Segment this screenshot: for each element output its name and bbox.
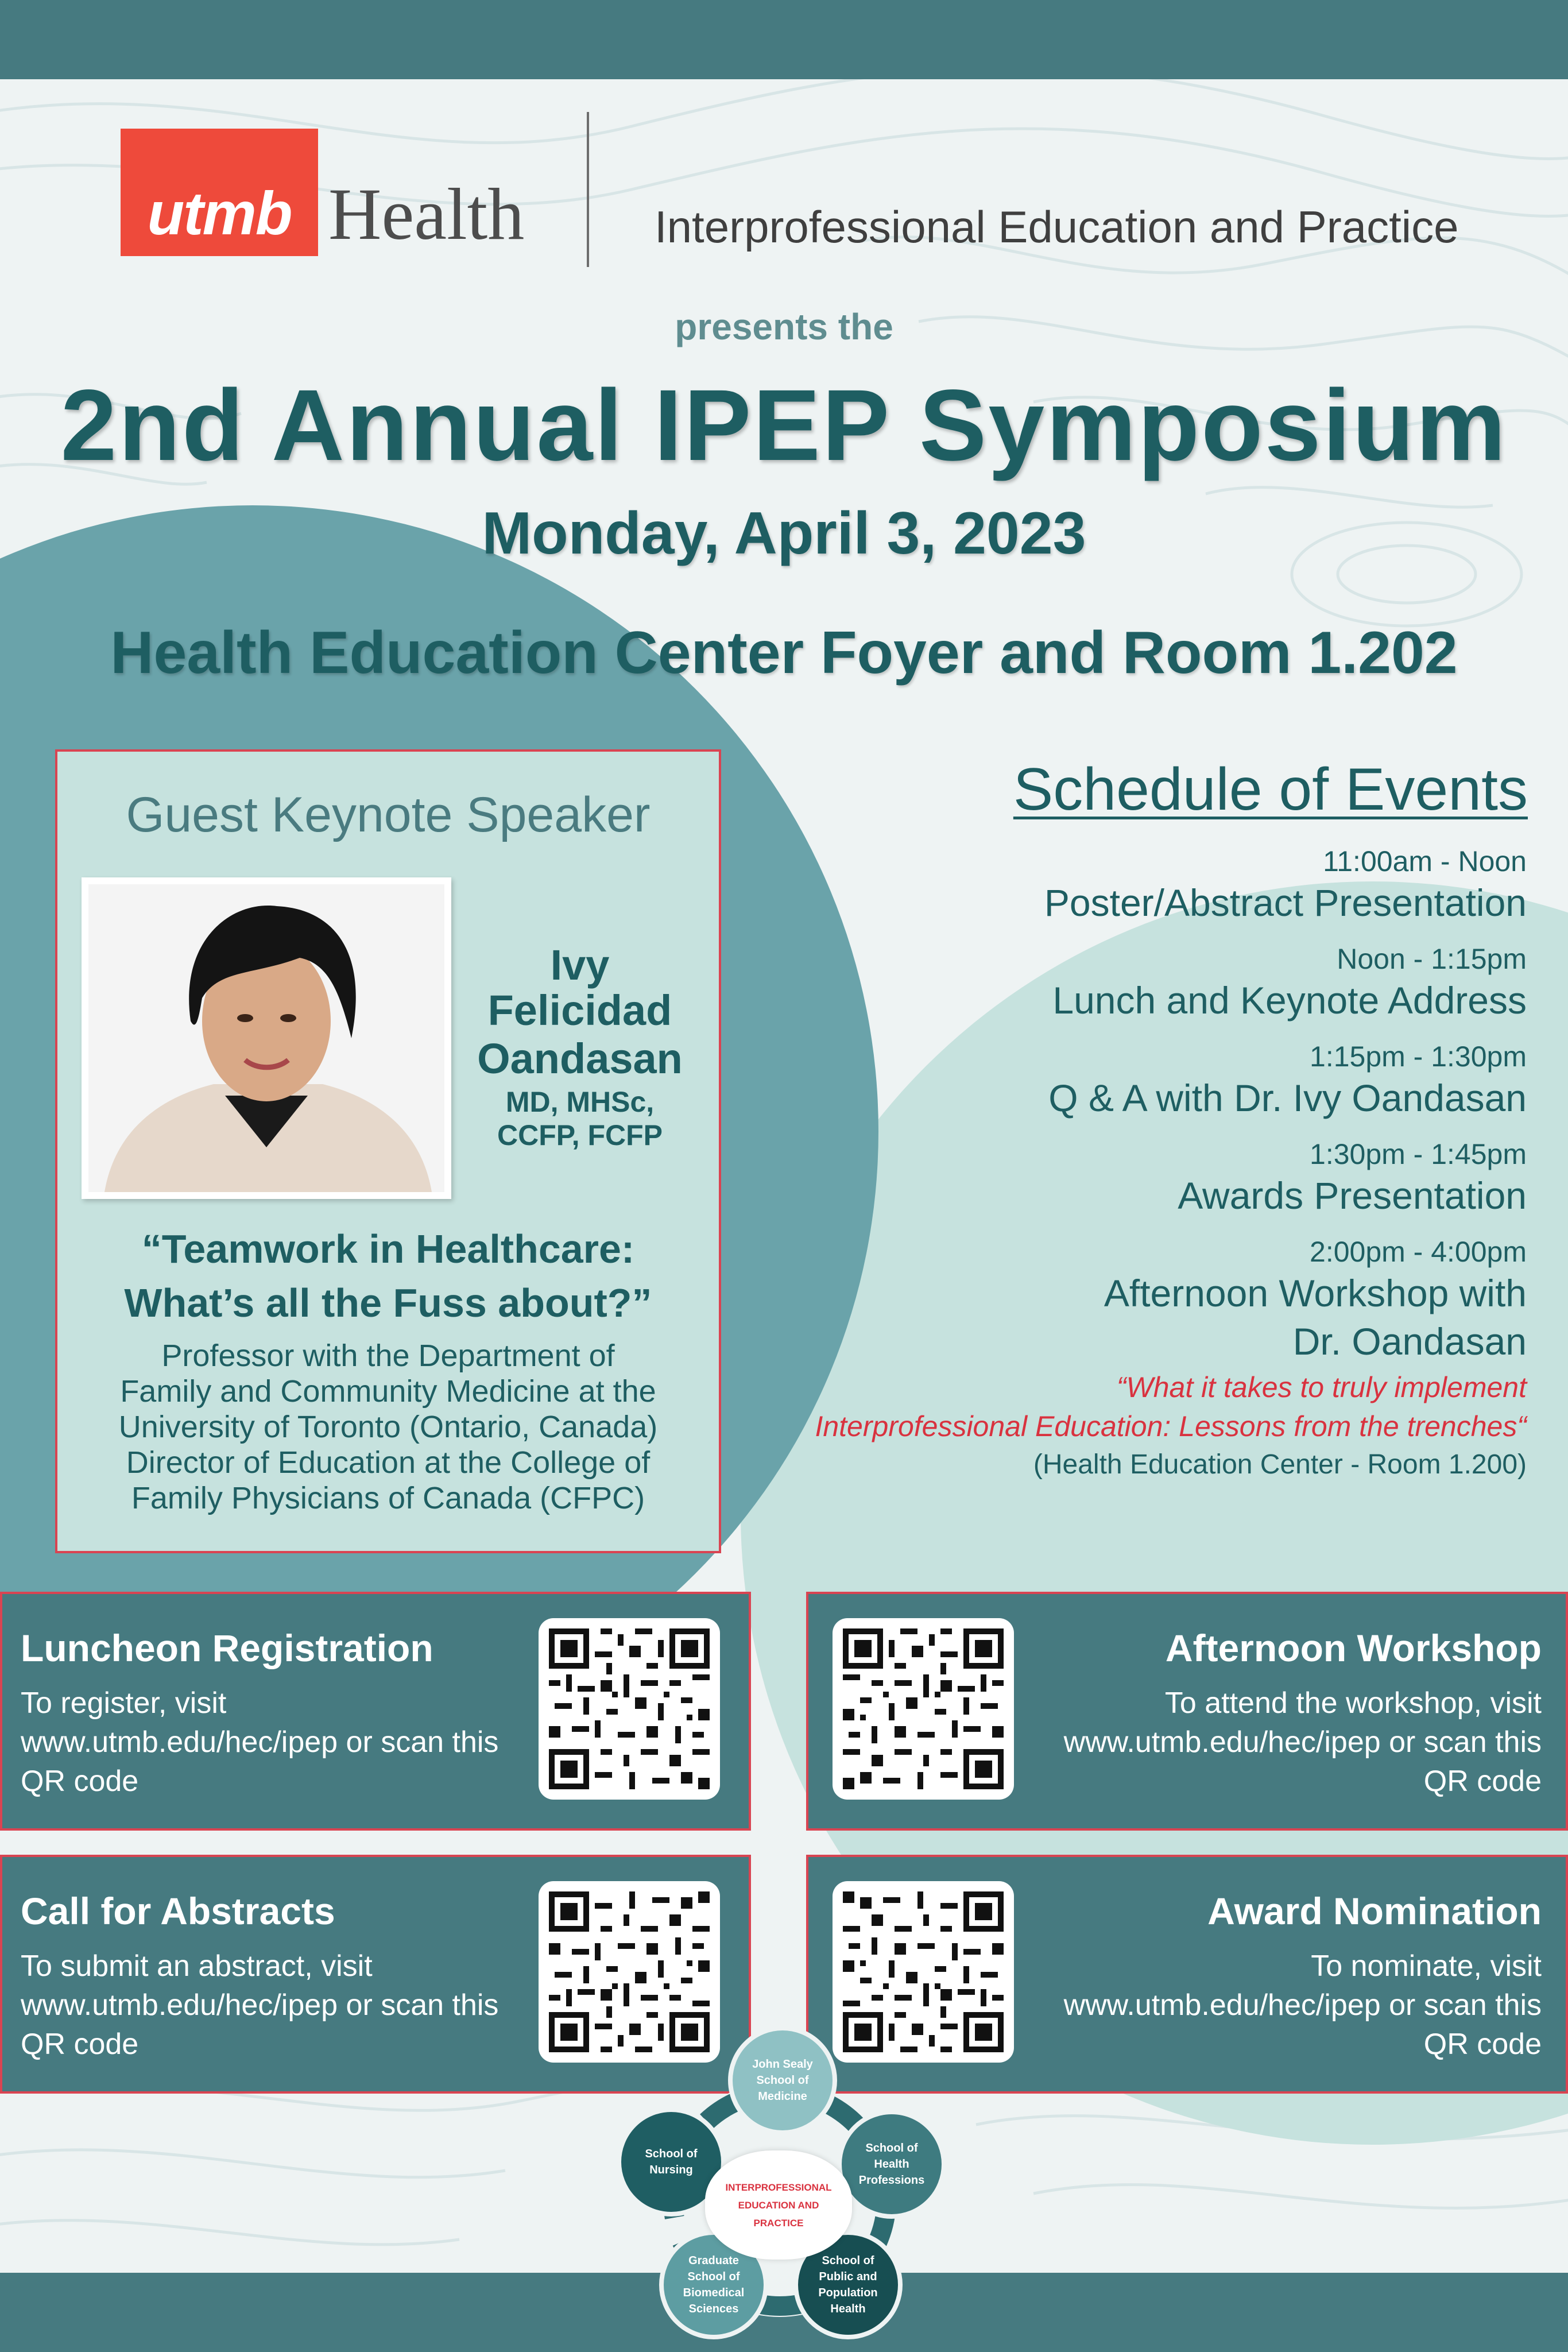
card-line: To attend the workshop, visit: [1164, 1686, 1542, 1720]
event-venue: Health Education Center Foyer and Room 1.202: [110, 620, 1458, 686]
top-band: [0, 0, 1568, 79]
schedule-title: Schedule of Events: [1013, 756, 1528, 823]
workshop-quote-line: “What it takes to truly implement: [1116, 1371, 1527, 1403]
school-medicine-bubble: [728, 2026, 837, 2135]
center-label-line: PRACTICE: [753, 2217, 804, 2229]
bio-line: Professor with the Department of: [161, 1339, 615, 1373]
workshop-quote-line: Interprofessional Education: Lessons from the trenches“: [815, 1410, 1527, 1442]
school-label-line: School of: [865, 2142, 918, 2154]
school-label-line: School of: [645, 2148, 698, 2160]
schedule-time: Noon - 1:15pm: [1337, 943, 1527, 975]
school-label-line: John Sealy: [752, 2058, 813, 2071]
card-title: Afternoon Workshop: [1165, 1627, 1542, 1669]
card-title: Award Nomination: [1207, 1890, 1542, 1932]
card-body: [21, 1947, 498, 2064]
schedule-time: 11:00am - Noon: [1323, 845, 1527, 877]
talk-title-line: What’s all the Fuss about?”: [124, 1281, 652, 1325]
workshop-qr-code[interactable]: [833, 1618, 1014, 1800]
schedule-time: 1:15pm - 1:30pm: [1310, 1040, 1527, 1073]
speaker-name-line: Felicidad: [487, 987, 672, 1034]
presents-text: presents the: [675, 306, 893, 347]
card-line: QR code: [21, 1765, 139, 1798]
card-line[interactable]: www.utmb.edu/hec/ipep or scan this: [21, 1989, 499, 2022]
card-line: QR code: [1423, 1765, 1542, 1798]
card-body: [21, 1684, 498, 1801]
keynote-heading: Guest Keynote Speaker: [126, 787, 651, 842]
department-name: Interprofessional Education and Practice: [655, 202, 1459, 252]
school-label-line: School of: [687, 2270, 740, 2283]
schedule-time: 1:30pm - 1:45pm: [1310, 1138, 1527, 1170]
school-label-line: Health: [874, 2158, 909, 2171]
card-line[interactable]: www.utmb.edu/hec/ipep or scan this: [1063, 1989, 1542, 2022]
luncheon-registration-card[interactable]: [0, 1592, 751, 1831]
card-line: To nominate, visit: [1311, 1949, 1542, 1983]
school-label-line: Health: [830, 2303, 866, 2315]
school-label-line: Biomedical: [683, 2287, 745, 2299]
bio-line: Family and Community Medicine at the: [120, 1374, 656, 1409]
school-label-line: Professions: [858, 2174, 925, 2187]
credential-line: MD, MHSc,: [505, 1086, 655, 1118]
speaker-name-line: Oandasan: [477, 1035, 683, 1082]
card-line: To register, visit: [21, 1686, 227, 1720]
card-line[interactable]: www.utmb.edu/hec/ipep or scan this: [21, 1726, 499, 1759]
card-body: [1064, 1684, 1542, 1801]
speaker-first-name: Ivy: [550, 941, 610, 989]
keynote-talk-title: [55, 1222, 721, 1330]
luncheon-qr-code[interactable]: [539, 1618, 720, 1800]
card-line: QR code: [21, 2028, 139, 2061]
schedule-event: Poster/Abstract Presentation: [1044, 881, 1527, 924]
utmb-logo-text: utmb: [147, 180, 292, 247]
schedule-event: Q & A with Dr. Ivy Oandasan: [1048, 1077, 1527, 1119]
card-line[interactable]: www.utmb.edu/hec/ipep or scan this: [1063, 1726, 1542, 1759]
bio-line: University of Toronto (Ontario, Canada): [118, 1410, 658, 1444]
bio-line: Family Physicians of Canada (CFPC): [131, 1481, 645, 1515]
school-label-line: School of: [756, 2074, 809, 2087]
talk-title-line: “Teamwork in Healthcare:: [141, 1227, 635, 1271]
card-title: Luncheon Registration: [21, 1627, 433, 1669]
center-label-line: INTERPROFESSIONAL: [725, 2181, 832, 2193]
schedule-event: Awards Presentation: [1178, 1174, 1527, 1217]
school-label-line: School of: [822, 2254, 874, 2267]
card-title: Call for Abstracts: [21, 1890, 335, 1932]
schedule-list: [723, 838, 1527, 1484]
school-health-professions-bubble: [837, 2110, 946, 2219]
utmb-logo-health: Health: [328, 173, 525, 255]
speaker-portrait-illustration: [82, 877, 451, 1199]
bio-line: Director of Education at the College of: [126, 1445, 651, 1480]
speaker-photo: [82, 877, 451, 1199]
center-label-line: EDUCATION AND: [738, 2199, 819, 2211]
qr-code-icon: [549, 1628, 710, 1789]
speaker-credentials: [459, 1085, 700, 1152]
schedule-event: Lunch and Keynote Address: [1052, 979, 1527, 1022]
school-label-line: Sciences: [688, 2303, 739, 2315]
speaker-name: [459, 987, 700, 1083]
card-body: [1064, 1947, 1542, 2064]
school-label-line: Population: [818, 2287, 878, 2299]
speaker-bio: [55, 1338, 721, 1516]
schedule-time: 2:00pm - 4:00pm: [1310, 1236, 1527, 1268]
school-label-line: Public and: [819, 2270, 877, 2283]
schedule-event: Dr. Oandasan: [1292, 1320, 1527, 1363]
event-date: Monday, April 3, 2023: [482, 500, 1086, 567]
school-label-line: Nursing: [649, 2164, 693, 2176]
workshop-room: (Health Education Center - Room 1.200): [1033, 1449, 1527, 1480]
ipe-logo-center: [705, 2150, 852, 2260]
credential-line: CCFP, FCFP: [497, 1119, 663, 1151]
card-line: To submit an abstract, visit: [21, 1949, 373, 1983]
schedule-event: Afternoon Workshop with: [1104, 1272, 1527, 1314]
school-label-line: Medicine: [758, 2090, 807, 2103]
event-title: 2nd Annual IPEP Symposium: [60, 369, 1508, 482]
card-line: QR code: [1423, 2028, 1542, 2061]
qr-code-icon: [843, 1628, 1004, 1789]
school-label-line: Graduate: [688, 2254, 739, 2267]
afternoon-workshop-card[interactable]: [806, 1592, 1568, 1831]
header-divider: [587, 112, 589, 267]
